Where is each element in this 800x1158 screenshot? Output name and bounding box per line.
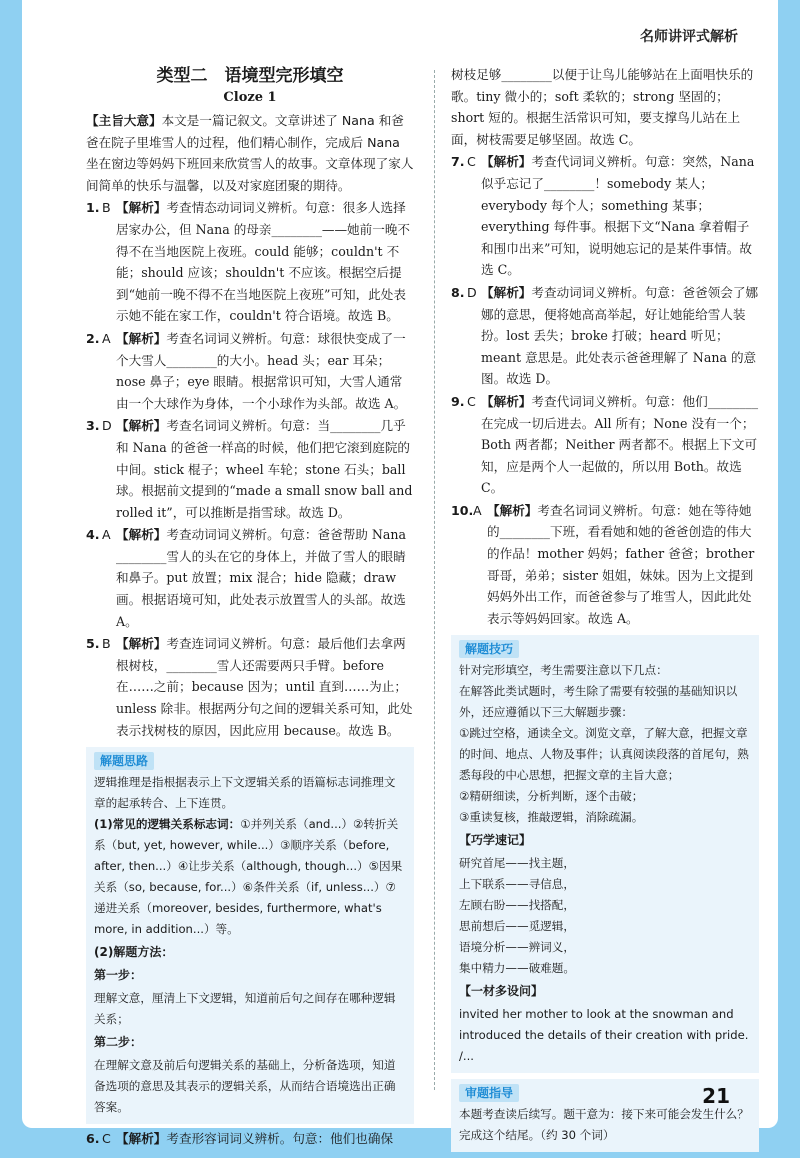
- question-answer: A: [102, 527, 111, 543]
- question-8: [451, 282, 759, 390]
- question-number: 5.: [86, 636, 100, 652]
- step2-text: 在理解文意及前后句逻辑关系的基础上，分析备选项，知道备选项的意思及其表示的逻辑关系，从而结合语境选出正确答案。: [94, 1058, 396, 1115]
- memo-line: 语境分析——辨词义，: [459, 940, 575, 955]
- approach-markers-text: ①并列关系（and...）②转折关系（but, yet, however, while...）③顺序关系（before, after, then...）④让步关系（although, though...）⑤因果关系（so, because, for...）⑥条件关系（if, unless...）⑦递进关系（moreover, besides, furthermore, what's more, in addition...）等。: [94, 817, 403, 937]
- step2-head: 第二步：: [94, 1035, 143, 1050]
- column-divider: [434, 70, 435, 1090]
- tips-step-2: ②精研细读，分析判断，逐个击破；: [459, 789, 644, 804]
- solving-approach-tag: 解题思路: [94, 752, 154, 770]
- analysis-label: 【解析】: [116, 200, 167, 216]
- question-answer: D: [102, 418, 112, 434]
- question-7: [451, 151, 759, 281]
- question-10: [451, 500, 759, 630]
- step1-text: 理解文意，厘清上下文逻辑，知道前后句之间存在哪种逻辑关系；: [94, 991, 396, 1027]
- question-number: 3.: [86, 418, 100, 434]
- main-idea-text: 本文是一篇记叙文。文章讲述了 Nana 和爸爸在院子里堆雪人的过程，他们精心制作，完成后 Nana 坐在窗边等妈妈下班回来欣赏雪人的故事。文章体现了家人间简单的快乐与温馨，以及对家庭团聚的期待。: [86, 113, 414, 193]
- analysis-label: 【解析】: [116, 527, 167, 543]
- question-2: [86, 328, 414, 414]
- question-explanation: [481, 151, 759, 281]
- solving-tips-box: [451, 635, 759, 1073]
- memo-line: 集中精力——破难题。: [459, 961, 575, 976]
- tips-step-3: ③重读复核，推敲逻辑，消除疏漏。: [459, 810, 644, 825]
- question-5: [86, 633, 414, 741]
- header-title: 名师讲评式解析: [640, 29, 738, 45]
- step1-head: 第一步：: [94, 968, 143, 983]
- question-explanation: [116, 197, 414, 327]
- tips-paragraph-2: 在解答此类试题时，考生除了需要有较强的基础知识以外，还应遵循以下三大解题步骤：: [459, 684, 738, 720]
- question-3: [86, 415, 414, 523]
- question-number: 8.: [451, 284, 465, 300]
- memo-line: 思前想后——觅逻辑，: [459, 919, 575, 934]
- right-column: [451, 64, 759, 1156]
- analysis-text: 考查名词词义辨析。句意：当________几乎和 Nana 的爸爸一样高的时候，他们把它滚到庭院的中间。stick 棍子；wheel 车轮；stone 石头；ball 球。根据前文提到的“made a small snow ball and rolled it”，可以推断是指雪球。故选 D。: [116, 418, 413, 520]
- tips-step-1: ①跳过空格，通读全文。浏览文章，了解大意，把握文章的时间、地点、人物及事件；认真阅读段落的首尾句，熟悉每段的中心思想，把握文章的主旨大意；: [459, 726, 749, 783]
- memo-line: 上下联系——寻信息，: [459, 877, 575, 892]
- answer-sheet: [22, 0, 778, 1147]
- question-answer: C: [467, 154, 476, 170]
- question-6-continued: 树枝足够________以便于让鸟儿能够站在上面唱快乐的歌。tiny 微小的；soft 柔软的；strong 坚固的；short 短的。根据生活常识可知，要支撑鸟儿站在上面，树枝需要足够坚固。故选 C。: [451, 67, 754, 147]
- section-subtitle: Cloze 1: [223, 90, 277, 105]
- question-9: [451, 391, 759, 499]
- question-answer: D: [467, 284, 477, 300]
- question-number: 6.: [86, 1131, 100, 1147]
- question-explanation: [116, 415, 414, 523]
- question-explanation: [116, 524, 414, 632]
- main-idea-label: 【主旨大意】: [86, 113, 162, 128]
- analysis-label: 【解析】: [481, 393, 532, 409]
- question-answer: B: [102, 636, 111, 652]
- question-4: [86, 524, 414, 632]
- analysis-label: 【解析】: [116, 418, 167, 434]
- question-explanation: [481, 391, 759, 499]
- analysis-text: 考查代词词义辨析。句意：突然，Nana 似乎忘记了________！somebody 某人；everybody 每个人；something 某事；everything 每件事。根据下文“Nana 拿着帽子和围巾出来”可知，说明她忘记的是某件事情。故选 C。: [481, 154, 755, 278]
- analysis-label: 【解析】: [481, 284, 532, 300]
- question-number: 2.: [86, 330, 100, 346]
- question-explanation: [116, 328, 414, 414]
- analysis-text: 考查形容词词义辨析。句意：他们也确保: [166, 1131, 394, 1147]
- multi-question-text: invited her mother to look at the snowman and introduced the details of their creation with pride. /...: [459, 1007, 749, 1064]
- question-explanation: [481, 282, 759, 390]
- solving-tips-tag: 解题技巧: [459, 640, 519, 658]
- analysis-label: 【解析】: [487, 502, 538, 518]
- approach-markers-head: (1)常见的逻辑关系标志词：: [94, 817, 241, 832]
- question-explanation: [487, 500, 759, 630]
- question-1: [86, 197, 414, 327]
- page-number: 21: [702, 1084, 730, 1108]
- memo-line: 研究首尾——找主题，: [459, 856, 575, 871]
- question-number: 10.: [451, 502, 474, 518]
- tips-paragraph-1: 针对完形填空，考生需要注意以下几点：: [459, 663, 668, 678]
- question-guide-tag: 审题指导: [459, 1084, 519, 1102]
- question-6: [86, 1128, 414, 1150]
- multi-question-head: 【一材多设问】: [459, 984, 544, 999]
- analysis-text: 考查名词词义辨析。句意：球很快变成了一个大雪人________的大小。head 头；ear 耳朵；nose 鼻子；eye 眼睛。根据常识可知，大雪人通常由一个大球作为身体，一个小球作为头部。故选 A。: [116, 330, 407, 411]
- solving-approach-box: [86, 747, 414, 1124]
- memo-line: 左顾右盼——找搭配，: [459, 898, 575, 913]
- approach-methods-head: (2)解题方法：: [94, 945, 174, 960]
- question-answer: A: [473, 502, 482, 518]
- analysis-text: 考查名词词义辨析。句意：她在等待她的________下班，看看她和她的爸爸创造的伟大的作品！mother 妈妈；father 爸爸；brother 哥哥，弟弟；sister 姐姐，妹妹。因为上文提到妈妈外出工作，而爸爸参与了堆雪人，因此此处表示等妈妈回家。故选 A。: [487, 502, 755, 626]
- question-answer: C: [102, 1131, 111, 1147]
- analysis-label: 【解析】: [116, 1131, 167, 1147]
- section-title: 类型二 语境型完形填空: [156, 66, 344, 86]
- analysis-text: 考查动词词义辨析。句意：爸爸领会了娜娜的意思，便将她高高举起，好让她能给雪人装扮。lost 丢失；broke 打破；heard 听见；meant 意思是。此处表示爸爸理解了 Nana 的意图。故选 D。: [481, 284, 759, 387]
- question-explanation: [116, 633, 414, 741]
- analysis-label: 【解析】: [116, 636, 167, 652]
- question-explanation: [116, 1128, 414, 1150]
- question-answer: A: [102, 330, 111, 346]
- analysis-text: 考查连词词义辨析。句意：最后他们去拿两根树枝，________雪人还需要两只手臂。before 在……之前；because 因为；until 直到……为止；unless 除非。根据两分句之间的逻辑关系可知，此处表示找树枝的原因，因此应用 because。故选 B。: [116, 636, 413, 738]
- left-column: [86, 64, 414, 1150]
- analysis-text: 考查代词词义辨析。句意：他们________在完成一切后进去。All 所有；None 没有一个；Both 两者都；Neither 两者都不。根据上下文可知，应是两个人一起做的，所以用 Both。故选 C。: [481, 393, 759, 496]
- analysis-label: 【解析】: [116, 330, 167, 346]
- analysis-label: 【解析】: [481, 154, 532, 170]
- analysis-text: 考查动词词义辨析。句意：爸爸帮助 Nana ________雪人的头在它的身体上，并做了雪人的眼睛和鼻子。put 放置；mix 混合；hide 隐藏；draw 画。根据语境可知，此处表示放置雪人的头部。故选 A。: [116, 527, 407, 629]
- memo-head: 【巧学速记】: [459, 833, 532, 848]
- main-idea: [86, 110, 414, 196]
- approach-markers: [94, 814, 406, 940]
- question-answer: C: [467, 393, 476, 409]
- analysis-text: 考查情态动词词义辨析。句意：很多人选择居家办公，但 Nana 的母亲________——她前一晚不得不在当地医院上夜班。could 能够；couldn't 不能；should 应该；shouldn't 不应该。根据空后提到“她前一晚不得不在当地医院上夜班”可知，此处表示她不能在家工作，couldn't 符合语境。故选 B。: [116, 200, 411, 324]
- question-number: 9.: [451, 393, 465, 409]
- question-number: 4.: [86, 527, 100, 543]
- question-guide-text: 本题考查读后续写。题干意为：接下来可能会发生什么？完成这个结尾。（约 30 个词）: [459, 1107, 749, 1143]
- question-number: 1.: [86, 200, 100, 216]
- approach-paragraph: 逻辑推理是指根据表示上下文逻辑关系的语篇标志词推理文章的起承转合、上下连贯。: [94, 775, 396, 811]
- question-answer: B: [102, 200, 111, 216]
- question-number: 7.: [451, 154, 465, 170]
